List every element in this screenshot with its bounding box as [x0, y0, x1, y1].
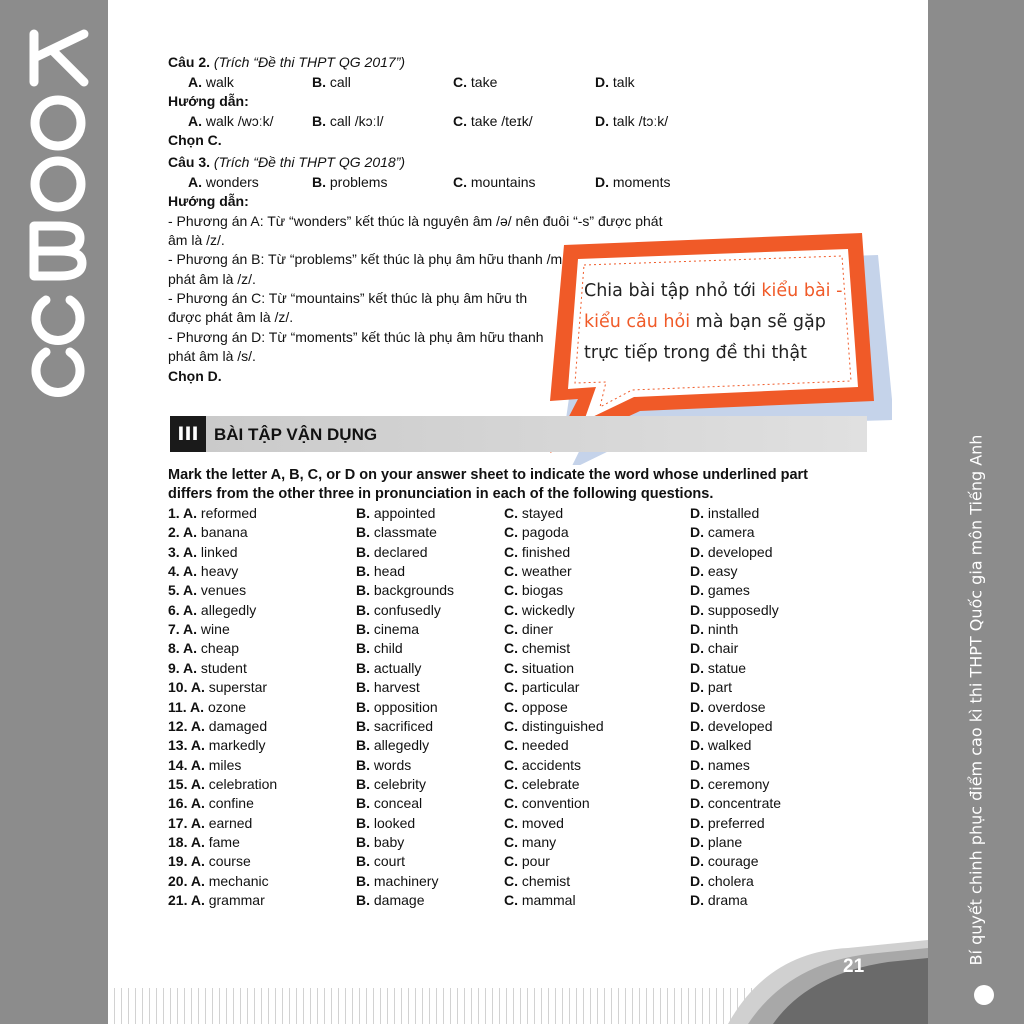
option: C. take	[453, 74, 498, 90]
answer-option-a: 19. A. course	[168, 853, 251, 870]
section-number: III	[170, 416, 206, 452]
answer-option-c: C. mammal	[504, 892, 576, 908]
callout-part2: mà bạn sẽ gặp trực tiếp trong đề thi thật	[584, 312, 826, 363]
answer-option-b: B. classmate	[356, 524, 437, 541]
guide-option: D. talk /tɔːk/	[595, 113, 669, 129]
question-row	[168, 795, 868, 814]
answer-option-a: 8. A. cheap	[168, 640, 240, 657]
guide-line: phát âm là /s/.	[168, 348, 256, 364]
question-row	[168, 621, 868, 640]
callout-highlight: kiểu bài - kiểu câu hỏi	[584, 281, 843, 332]
answer-option-a: 14. A. miles	[168, 756, 242, 773]
answer-option-c: C. convention	[504, 795, 590, 812]
answer-option-c: C. particular	[504, 679, 580, 696]
answer-option-d: D. concentrate	[690, 795, 782, 812]
answer-option-b: B. words	[356, 756, 412, 773]
answer-option-c: C. weather	[504, 563, 572, 580]
answer-option-c: C. pagoda	[504, 524, 569, 541]
answer-option-c: C. finished	[504, 543, 571, 560]
answer-option-b: B. opposition	[356, 698, 438, 715]
callout-part1: Chia bài tập nhỏ tới	[584, 281, 762, 301]
answer: Chọn C.	[168, 132, 222, 148]
question-row	[168, 679, 868, 698]
answer-option-a: 9. A. student	[168, 659, 247, 676]
answer-option-b: B. appointed	[356, 505, 436, 521]
answer-option-b: B. cinema	[356, 621, 420, 638]
option: D. moments	[595, 174, 671, 190]
answer: Chọn D.	[168, 368, 222, 384]
guide-line: - Phương án C: Từ “mountains” kết thúc là phụ âm hữu th	[168, 290, 528, 306]
guide-option: B. call /kɔːl/	[312, 113, 384, 129]
question-row	[168, 699, 868, 718]
instruction-line: Mark the letter A, B, C, or D on your answer sheet to indicate the word whose underlined part	[168, 467, 808, 483]
answer-option-d: D. supposedly	[690, 601, 779, 618]
guide-line: - Phương án B: Từ “problems” kết thúc là phụ âm hữu thanh /m	[168, 251, 563, 267]
answer-option-b: B. child	[356, 640, 403, 657]
answer-option-c: C. stayed	[504, 505, 564, 521]
answer-option-a: 2. A. banana	[168, 524, 248, 541]
answer-option-b: B. head	[356, 563, 406, 580]
guide-option: C. take /teɪk/	[453, 113, 533, 129]
answer-option-c: C. biogas	[504, 582, 564, 599]
question-source: (Trích “Đề thi THPT QG 2017”)	[213, 54, 406, 70]
option: A. wonders	[188, 174, 259, 190]
answer-option-d: D. developed	[690, 543, 773, 560]
option: D. talk	[595, 74, 635, 90]
answer-option-c: C. chemist	[504, 640, 571, 657]
answer-option-a: 20. A. mechanic	[168, 872, 269, 889]
option: B. problems	[312, 174, 388, 190]
answer-option-d: D. part	[690, 679, 733, 696]
answer-option-b: B. court	[356, 853, 406, 870]
answer-option-a: 6. A. allegedly	[168, 601, 257, 618]
answer-option-b: B. sacrificed	[356, 717, 434, 734]
answer-option-d: D. statue	[690, 659, 747, 676]
answer-option-d: D. cholera	[690, 872, 754, 889]
guide-line: được phát âm là /z/.	[168, 309, 294, 325]
section-title: BÀI TẬP VẬN DỤNG	[214, 425, 378, 444]
guide-line: - Phương án D: Từ “moments” kết thúc là phụ âm hữu thanh	[168, 329, 544, 345]
answer-option-b: B. declared	[356, 543, 428, 560]
answer-option-b: B. actually	[356, 659, 422, 676]
question-row	[168, 815, 868, 834]
answer-option-d: D. drama	[690, 892, 748, 908]
answer-option-b: B. backgrounds	[356, 582, 455, 599]
answer-option-d: D. developed	[690, 717, 773, 734]
answer-option-a: 7. A. wine	[168, 621, 230, 638]
answer-option-a: 11. A. ozone	[168, 698, 247, 715]
answer-option-d: D. ninth	[690, 621, 739, 638]
answer-option-a: 1. A. reformed	[168, 505, 257, 521]
answer-option-a: 17. A. earned	[168, 814, 253, 831]
answer-option-b: B. harvest	[356, 679, 420, 696]
question-row	[168, 544, 868, 563]
answer-option-c: C. distinguished	[504, 717, 604, 734]
question-label: Câu 3.	[168, 154, 211, 170]
answer-option-d: D. preferred	[690, 814, 765, 831]
page-corner-swoosh	[728, 940, 928, 1024]
answer-option-c: C. oppose	[504, 698, 568, 715]
question-row	[168, 563, 868, 582]
answer-option-c: C. chemist	[504, 872, 571, 889]
question-row	[168, 524, 868, 543]
answer-option-a: 21. A. grammar	[168, 892, 265, 908]
book-series-title: Bí quyết chinh phục điểm cao kì thi THPT Quốc gia môn Tiếng Anh	[966, 434, 986, 966]
guide-line: - Phương án A: Từ “wonders” kết thúc là nguyên âm /ə/ nên đuôi “-s” được phát	[168, 213, 663, 229]
answer-option-a: 10. A. superstar	[168, 679, 268, 696]
answer-option-d: D. overdose	[690, 698, 766, 715]
question-row	[168, 757, 868, 776]
answer-option-c: C. moved	[504, 814, 564, 831]
answer-option-d: D. names	[690, 756, 750, 773]
answer-option-d: D. installed	[690, 505, 760, 521]
answer-option-c: C. diner	[504, 621, 554, 638]
answer-option-d: D. easy	[690, 563, 738, 580]
answer-option-c: C. accidents	[504, 756, 582, 773]
answer-option-d: D. plane	[690, 833, 743, 850]
guide-label: Hướng dẫn:	[168, 93, 249, 109]
question-2-heading	[168, 53, 405, 71]
page-number: 21	[843, 956, 865, 977]
option: C. mountains	[453, 174, 536, 190]
question-row	[168, 737, 868, 756]
answer-option-d: D. games	[690, 582, 750, 599]
question-row	[168, 873, 868, 892]
question-source: (Trích “Đề thi THPT QG 2018”)	[213, 154, 406, 170]
answer-option-c: C. needed	[504, 737, 569, 754]
question-row	[168, 505, 868, 524]
answer-option-b: B. celebrity	[356, 775, 427, 792]
callout-text	[584, 276, 854, 369]
answer-option-a: 15. A. celebration	[168, 775, 278, 792]
answer-option-b: B. damage	[356, 892, 425, 908]
question-row	[168, 834, 868, 853]
answer-option-c: C. many	[504, 833, 557, 850]
answer-option-a: 4. A. heavy	[168, 563, 239, 580]
answer-option-a: 13. A. markedly	[168, 737, 266, 754]
answer-option-d: D. chair	[690, 640, 739, 657]
ccbook-logo	[0, 0, 108, 400]
answer-option-a: 3. A. linked	[168, 543, 238, 560]
answer-option-a: 18. A. fame	[168, 833, 240, 850]
question-row	[168, 640, 868, 659]
answer-option-c: C. pour	[504, 853, 550, 870]
question-label: Câu 2.	[168, 54, 211, 70]
answer-option-b: B. conceal	[356, 795, 423, 812]
guide-label: Hướng dẫn:	[168, 193, 249, 209]
answer-option-b: B. baby	[356, 833, 405, 850]
answer-option-d: D. ceremony	[690, 775, 770, 792]
guide-option: A. walk /wɔːk/	[188, 113, 274, 129]
answer-option-d: D. camera	[690, 524, 755, 541]
answer-option-b: B. confusedly	[356, 601, 441, 618]
answer-option-c: C. wickedly	[504, 601, 575, 618]
page-edge-stripes	[108, 988, 828, 1024]
answer-option-a: 12. A. damaged	[168, 717, 268, 734]
answer-option-d: D. courage	[690, 853, 759, 870]
option: B. call	[312, 74, 351, 90]
answer-option-b: B. allegedly	[356, 737, 430, 754]
question-row	[168, 892, 868, 911]
bullet-dot	[974, 985, 994, 1005]
question-row	[168, 853, 868, 872]
question-row	[168, 602, 868, 621]
guide-line: âm là /z/.	[168, 232, 225, 248]
question-3-heading	[168, 153, 405, 171]
question-row	[168, 660, 868, 679]
answer-option-d: D. walked	[690, 737, 752, 754]
answer-option-c: C. situation	[504, 659, 575, 676]
option: A. walk	[188, 74, 234, 90]
guide-line: phát âm là /z/.	[168, 271, 256, 287]
question-row	[168, 718, 868, 737]
instruction-line: differs from the other three in pronunciation in each of the following questions.	[168, 486, 714, 502]
question-row	[168, 582, 868, 601]
answer-option-c: C. celebrate	[504, 775, 580, 792]
answer-option-b: B. machinery	[356, 872, 439, 889]
answer-option-a: 16. A. confine	[168, 795, 254, 812]
question-row	[168, 776, 868, 795]
answer-option-b: B. looked	[356, 814, 416, 831]
answer-option-a: 5. A. venues	[168, 582, 247, 599]
